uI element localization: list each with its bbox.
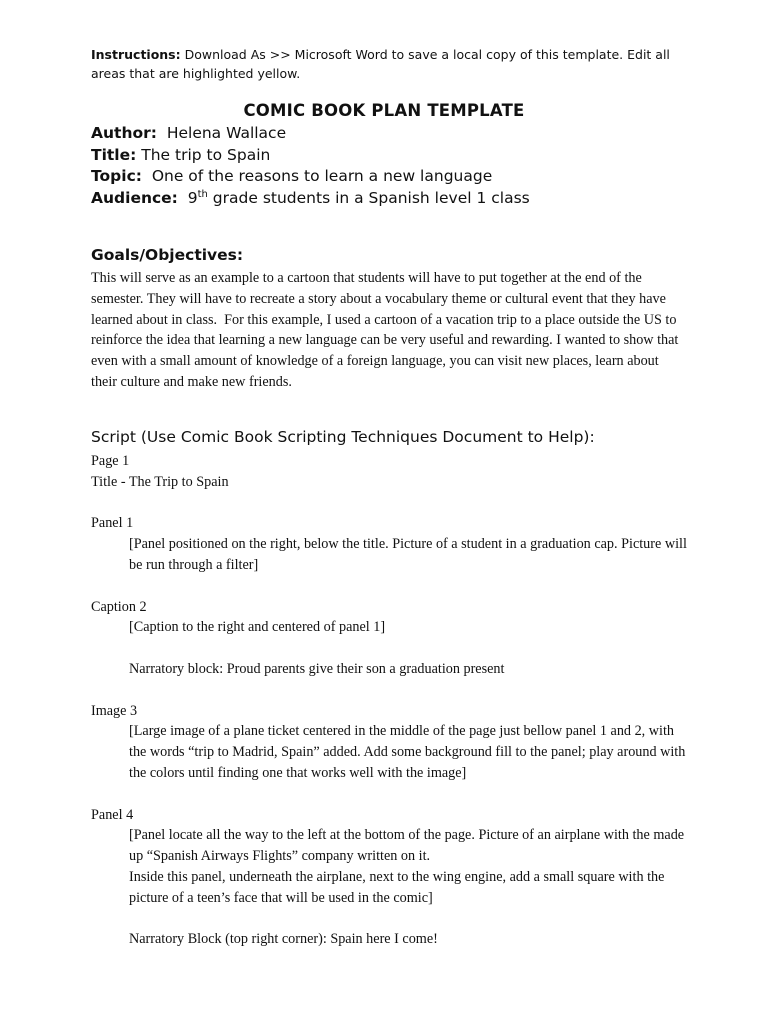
panel4-description: [Panel locate all the way to the left at the bottom of the page. Picture of an airplane with the made up “Spanish Airways Flights” company written on it.	[129, 827, 685, 865]
panel4-narratory: Narratory Block (top right corner): Spain here I come!	[129, 931, 438, 948]
audience-value-superscript: th	[197, 188, 208, 200]
author-value: Helena Wallace	[156, 124, 287, 142]
document-title: COMIC BOOK PLAN TEMPLATE	[243, 101, 525, 120]
script-body	[91, 451, 691, 950]
goals-paragraph: This will serve as an example to a cartoon that students will have to put together at the end of the semester. They will have to recreate a story about a vocabulary theme or cultural event that they have learned about in class. For this example, I used a cartoon of a vacation trip to a place outside the US to reinforce the idea that learning a new language can be very useful and rewarding. I wanted to show that even with a small amount of knowledge of a foreign language, you can visit new places, learn about their culture and make new friends.	[91, 270, 682, 390]
title-row	[91, 145, 711, 167]
spacer	[91, 680, 691, 701]
caption2-label: Caption 2	[91, 598, 147, 615]
panel4-label: Panel 4	[91, 806, 134, 823]
image3-label: Image 3	[91, 702, 138, 719]
script-page-label: Page 1	[91, 453, 130, 469]
author-label: Author:	[91, 124, 157, 142]
title-label: Title:	[91, 145, 137, 164]
audience-value-prefix: 9	[177, 188, 198, 207]
spacer	[91, 576, 691, 597]
script-page-title: Title - The Trip to Spain	[91, 473, 229, 490]
topic-label: Topic:	[91, 167, 142, 185]
instructions-text: Download As >> Microsoft Word to save a local copy of this template. Edit all areas that are highlighted yellow.	[91, 47, 670, 81]
audience-value-suffix: grade students in a Spanish level 1 class	[207, 188, 530, 207]
caption2-description: [Caption to the right and centered of panel 1]	[129, 619, 386, 636]
caption2-narratory: Narratory block: Proud parents give their son a graduation present	[129, 660, 505, 677]
spacer	[91, 493, 691, 514]
audience-row	[91, 188, 711, 210]
instructions-label: Instructions:	[91, 47, 181, 62]
audience-label: Audience:	[91, 188, 178, 207]
panel1-label: Panel 1	[91, 515, 134, 532]
spacer	[91, 784, 691, 805]
plan-metadata	[91, 123, 711, 209]
author-row	[91, 123, 711, 145]
spacer	[91, 909, 691, 930]
instructions-paragraph	[91, 45, 691, 83]
title-value: The trip to Spain	[136, 145, 271, 164]
spacer	[91, 638, 691, 659]
image3-description: [Large image of a plane ticket centered in the middle of the page just bellow panel 1 and 2, with the words “trip to Madrid, Spain” added. Add some background fill to the panel; play around with the colors until finding one that works well with the image]	[129, 723, 686, 781]
panel4-description-continued: Inside this panel, underneath the airplane, next to the wing engine, add a small square with the picture of a teen’s face that will be used in the comic]	[129, 868, 665, 906]
goals-heading: Goals/Objectives:	[91, 246, 244, 264]
script-heading: Script (Use Comic Book Scripting Techniques Document to Help):	[91, 428, 595, 446]
topic-row	[91, 166, 711, 188]
topic-value: One of the reasons to learn a new language	[141, 167, 493, 185]
panel1-description: [Panel positioned on the right, below the title. Picture of a student in a graduation cap. Picture will be run through a filter]	[129, 536, 687, 573]
